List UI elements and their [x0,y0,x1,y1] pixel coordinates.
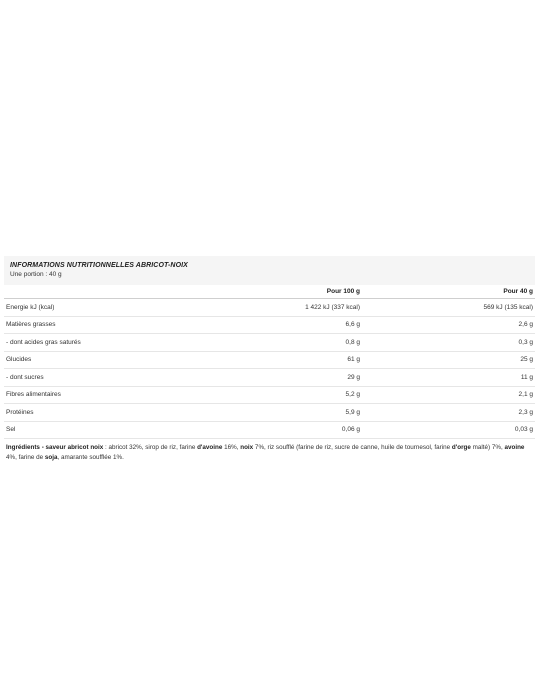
allergen-barley: d'orge [451,444,471,451]
header-label-cell [4,285,146,299]
table-row [4,316,535,334]
allergen-soy: soja [44,453,58,461]
portion-size: Une portion : 40 g [10,271,62,278]
allergen-walnut: noix [240,444,254,451]
nutrient-label: - dont sucres [4,369,146,387]
table-row [4,299,535,317]
table-row [4,421,535,439]
ingredients-text: Ingrédients - saveur abricot noix : abricot 32%, sirop de riz, farine d'avoine 16%, noix 7%, riz soufflé (farine de riz, sucre de canne, huile de tournesol, farine d'orge malté) 7%, avoine 4%, farine de soja, amarante soufflée 1%. [6,444,525,461]
value-per100: 5,9 g [146,404,362,422]
nutrient-label: Protéines [4,404,146,422]
table-row [4,334,535,352]
nutrition-table [4,285,535,439]
value-per40: 2,6 g [380,316,535,334]
value-per100: 0,8 g [146,334,362,352]
nutrition-title: INFORMATIONS NUTRITIONNELLES ABRICOT-NOIX [10,262,188,269]
value-per100: 29 g [146,369,362,387]
allergen-oat-2: avoine [504,444,525,451]
value-per100: 5,2 g [146,386,362,404]
column-header-per40: Pour 40 g [380,285,535,299]
value-per40: 2,1 g [380,386,535,404]
value-per100: 61 g [146,351,362,369]
value-per40: 569 kJ (135 kcal) [380,299,535,317]
table-header-row [4,285,535,299]
table-row [4,386,535,404]
allergen-oat: d'avoine [197,444,223,451]
nutrient-label: Energie kJ (kcal) [4,299,146,317]
table-row [4,351,535,369]
nutrient-label: Fibres alimentaires [4,386,146,404]
nutrition-header [4,256,535,285]
value-per100: 1 422 kJ (337 kcal) [146,299,362,317]
value-per100: 0,06 g [146,421,362,439]
value-per40: 0,03 g [380,421,535,439]
ingredients-label: Ingrédients - saveur abricot noix [6,444,104,451]
value-per100: 6,6 g [146,316,362,334]
value-per40: 2,3 g [380,404,535,422]
nutrient-label: Glucides [4,351,146,369]
value-per40: 25 g [380,351,535,369]
nutrient-label: - dont acides gras saturés [4,334,146,352]
nutrient-label: Matières grasses [4,316,146,334]
nutrition-panel [4,256,535,462]
column-header-per100: Pour 100 g [146,285,362,299]
table-row [4,369,535,387]
table-row [4,404,535,422]
value-per40: 0,3 g [380,334,535,352]
value-per40: 11 g [380,369,535,387]
nutrient-label: Sel [4,421,146,439]
